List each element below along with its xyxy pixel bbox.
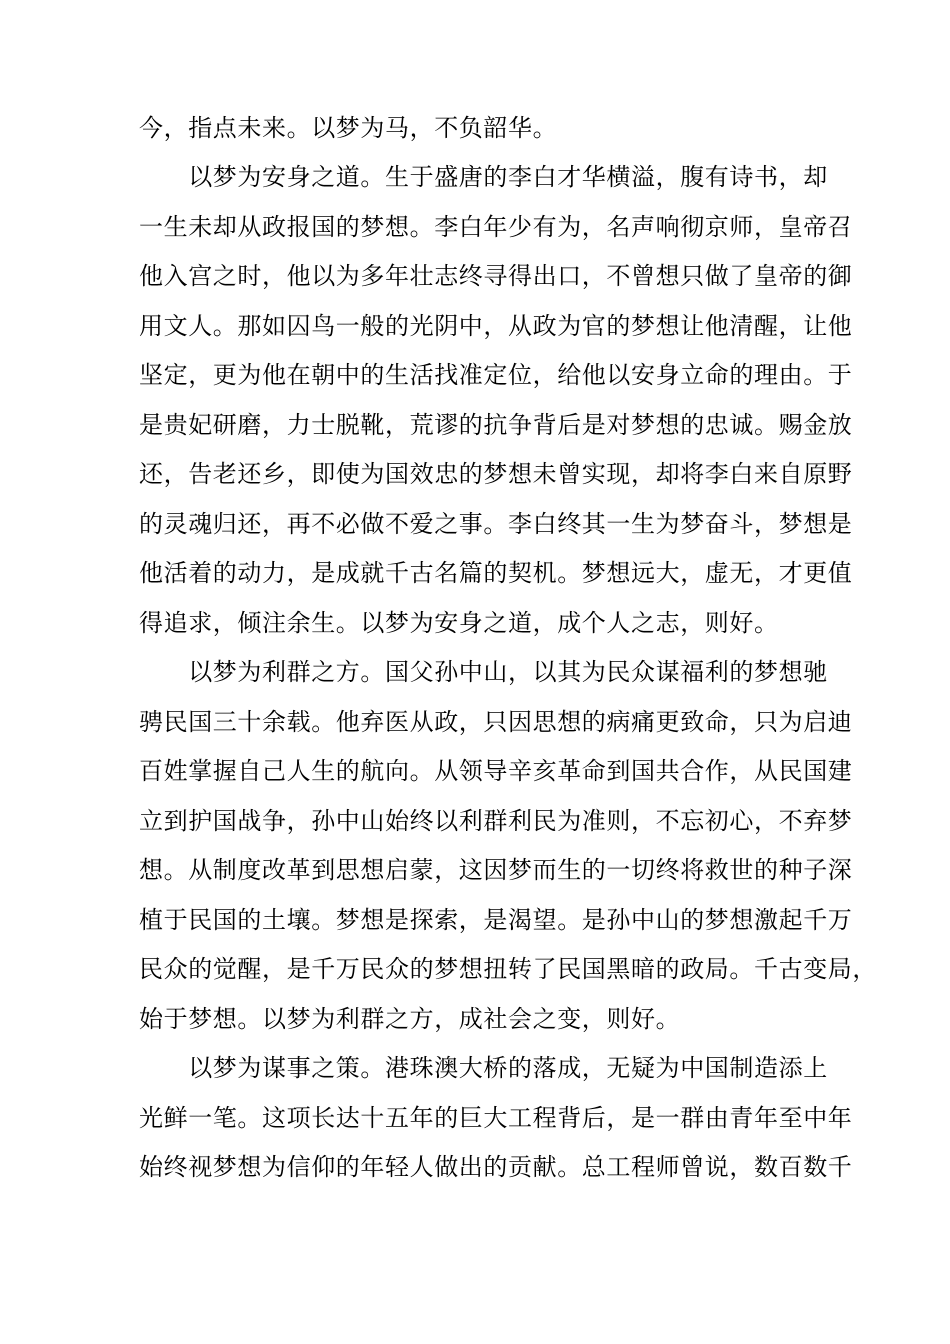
text-line: 光鲜一笔。这项长达十五年的巨大工程背后，是一群由青年至中年 <box>139 1104 853 1132</box>
text-line: 植于民国的土壤。梦想是探索，是渴望。是孙中山的梦想激起千万 <box>139 906 853 934</box>
paragraph-start-line: 以梦为安身之道。生于盛唐的李白才华横溢，腹有诗书，却 <box>139 163 828 191</box>
paragraph-start-line: 以梦为利群之方。国父孙中山，以其为民众谋福利的梦想驰 <box>139 658 828 686</box>
text-line: 坚定，更为他在朝中的生活找准定位，给他以安身立命的理由。于 <box>139 361 853 389</box>
text-line: 用文人。那如囚鸟一般的光阴中，从政为官的梦想让他清醒，让他 <box>139 312 853 340</box>
text-line: 始终视梦想为信仰的年轻人做出的贡献。总工程师曾说，数百数千 <box>139 1153 853 1181</box>
text-line: 还，告老还乡，即使为国效忠的梦想未曾实现，却将李白来自原野 <box>139 460 853 488</box>
text-line: 今，指点未来。以梦为马，不负韶华。 <box>139 114 558 142</box>
text-line: 他活着的动力，是成就千古名篇的契机。梦想远大，虚无，才更值 <box>139 559 853 587</box>
text-line: 民众的觉醒，是千万民众的梦想扭转了民国黑暗的政局。千古变局， <box>139 955 877 983</box>
text-line: 一生未却从政报国的梦想。李白年少有为，名声响彻京师，皇帝召 <box>139 213 853 241</box>
text-line: 得追求，倾注余生。以梦为安身之道，成个人之志，则好。 <box>139 609 779 637</box>
text-line: 的灵魂归还，再不必做不爱之事。李白终其一生为梦奋斗，梦想是 <box>139 510 853 538</box>
text-line: 百姓掌握自己人生的航向。从领导辛亥革命到国共合作，从民国建 <box>139 757 853 785</box>
text-line: 立到护国战争，孙中山始终以利群利民为准则，不忘初心，不弃梦 <box>139 807 853 835</box>
text-line: 始于梦想。以梦为利群之方，成社会之变，则好。 <box>139 1005 681 1033</box>
text-line: 他入宫之时，他以为多年壮志终寻得出口，不曾想只做了皇帝的御 <box>139 262 853 290</box>
paragraph-start-line: 以梦为谋事之策。港珠澳大桥的落成，无疑为中国制造添上 <box>139 1054 828 1082</box>
text-line: 想。从制度改革到思想启蒙，这因梦而生的一切终将救世的种子深 <box>139 856 853 884</box>
text-line: 是贵妃研磨，力士脱靴，荒谬的抗争背后是对梦想的忠诚。赐金放 <box>139 411 853 439</box>
text-line: 骋民国三十余载。他弃医从政，只因思想的病痛更致命，只为启迪 <box>139 708 853 736</box>
